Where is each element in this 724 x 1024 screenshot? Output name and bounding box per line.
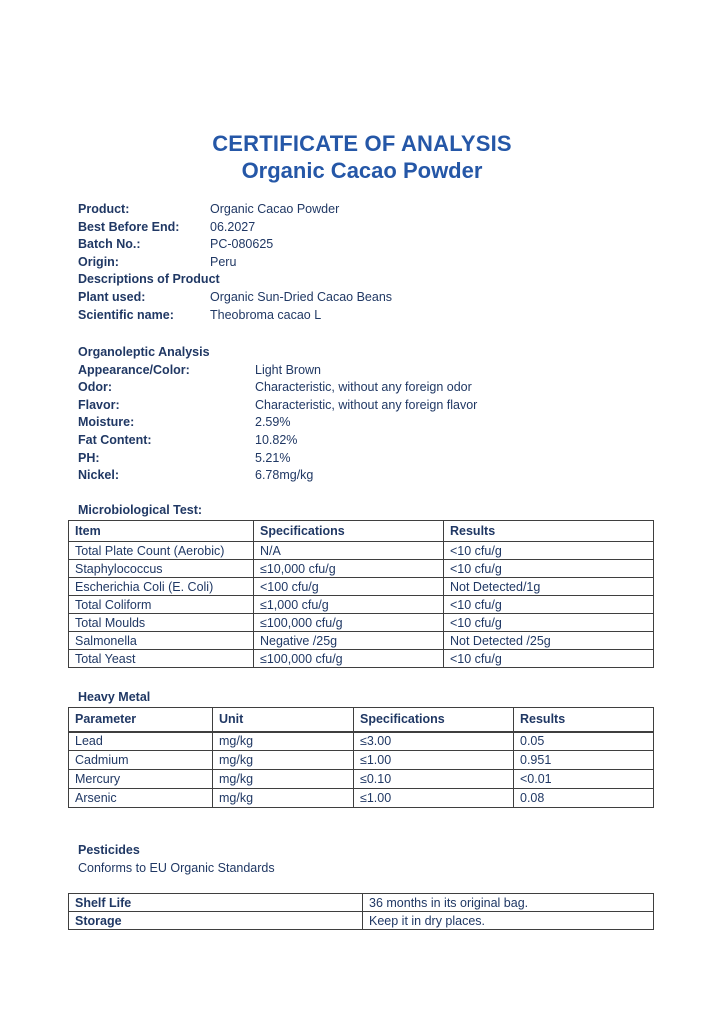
heavy-metal-table: [68, 707, 654, 808]
batch-no-value: PC-080625: [210, 237, 274, 252]
hm-header-results: Results: [514, 708, 654, 732]
micro-header-row: [69, 521, 654, 542]
organoleptic-section: [78, 344, 658, 485]
micro-spec: ≤10,000 cfu/g: [254, 560, 444, 578]
descriptions-row: [78, 271, 658, 289]
micro-result: <10 cfu/g: [444, 560, 654, 578]
product-label: Product:: [78, 202, 130, 216]
table-row: [69, 560, 654, 578]
document-subtitle: Organic Cacao Powder: [241, 158, 483, 183]
ph-label: PH:: [78, 450, 100, 465]
table-row: [69, 732, 654, 751]
hm-spec: ≤1.00: [354, 751, 514, 770]
hm-header-specifications: Specifications: [354, 708, 514, 732]
hm-spec: ≤3.00: [354, 732, 514, 751]
hm-result: 0.08: [514, 789, 654, 808]
micro-result: <10 cfu/g: [444, 542, 654, 560]
heavy-metal-heading-wrap: [78, 689, 658, 707]
appearance-value: Light Brown: [255, 362, 322, 377]
flavor-label: Flavor:: [78, 397, 120, 412]
micro-item: Total Moulds: [69, 614, 254, 632]
moisture-label: Moisture:: [78, 415, 135, 430]
micro-item: Total Coliform: [69, 596, 254, 614]
micro-spec: N/A: [254, 542, 444, 560]
flavor-value: Characteristic, without any foreign flavor: [255, 397, 478, 412]
hm-parameter: Lead: [69, 732, 213, 751]
table-row: [69, 542, 654, 560]
micro-result: <10 cfu/g: [444, 650, 654, 668]
odor-value: Characteristic, without any foreign odor: [255, 380, 472, 395]
hm-header-row: [69, 708, 654, 732]
nickel-value: 6.78mg/kg: [255, 468, 314, 483]
microbiological-table-wrap: [68, 520, 724, 668]
product-value: Organic Cacao Powder: [210, 202, 340, 216]
storage-value: Keep it in dry places.: [363, 912, 654, 930]
micro-spec: Negative /25g: [254, 632, 444, 650]
micro-spec: ≤100,000 cfu/g: [254, 614, 444, 632]
product-info-section: [78, 201, 658, 324]
product-row: [78, 201, 658, 219]
moisture-row: [78, 414, 658, 432]
best-before-row: [78, 219, 658, 237]
appearance-label: Appearance/Color:: [78, 362, 190, 377]
scientific-name-row: [78, 307, 658, 325]
micro-item: Escherichia Coli (E. Coli): [69, 578, 254, 596]
micro-header-results: Results: [444, 521, 654, 542]
ph-row: [78, 450, 658, 468]
descriptions-label: Descriptions of Product: [78, 272, 220, 287]
scientific-name-value: Theobroma cacao L: [210, 307, 322, 322]
storage-table: [68, 893, 654, 930]
hm-result: 0.951: [514, 751, 654, 770]
scientific-name-label: Scientific name:: [78, 307, 174, 322]
storage-row: [69, 912, 654, 930]
hm-parameter: Cadmium: [69, 751, 213, 770]
micro-result: Not Detected/1g: [444, 578, 654, 596]
shelf-life-row: [69, 894, 654, 912]
origin-label: Origin:: [78, 254, 119, 269]
moisture-value: 2.59%: [255, 415, 291, 430]
storage-table-wrap: [68, 893, 724, 930]
plant-used-value: Organic Sun-Dried Cacao Beans: [210, 289, 393, 304]
odor-row: [78, 379, 658, 397]
hm-unit: mg/kg: [213, 789, 354, 808]
table-row: [69, 770, 654, 789]
hm-spec: ≤1.00: [354, 789, 514, 808]
appearance-row: [78, 362, 658, 380]
pesticides-heading: Pesticides: [78, 843, 140, 857]
nickel-label: Nickel:: [78, 468, 119, 483]
hm-result: <0.01: [514, 770, 654, 789]
batch-no-row: [78, 236, 658, 254]
best-before-value: 06.2027: [210, 219, 256, 234]
hm-unit: mg/kg: [213, 770, 354, 789]
hm-result: 0.05: [514, 732, 654, 751]
hm-parameter: Arsenic: [69, 789, 213, 808]
table-row: [69, 789, 654, 808]
hm-unit: mg/kg: [213, 751, 354, 770]
shelf-life-label: Shelf Life: [69, 894, 363, 912]
table-row: [69, 596, 654, 614]
micro-item: Salmonella: [69, 632, 254, 650]
pesticides-section: [78, 842, 658, 877]
organoleptic-heading: Organoleptic Analysis: [78, 345, 210, 359]
micro-item: Total Plate Count (Aerobic): [69, 542, 254, 560]
hm-header-unit: Unit: [213, 708, 354, 732]
microbiological-heading: Microbiological Test:: [78, 503, 203, 517]
hm-unit: mg/kg: [213, 732, 354, 751]
micro-item: Total Yeast: [69, 650, 254, 668]
table-row: [69, 614, 654, 632]
table-row: [69, 632, 654, 650]
odor-label: Odor:: [78, 380, 113, 395]
table-row: [69, 578, 654, 596]
plant-used-label: Plant used:: [78, 289, 146, 304]
heavy-metal-heading: Heavy Metal: [78, 690, 151, 704]
storage-label: Storage: [69, 912, 363, 930]
pesticides-text: Conforms to EU Organic Standards: [78, 860, 275, 875]
micro-item: Staphylococcus: [69, 560, 254, 578]
hm-parameter: Mercury: [69, 770, 213, 789]
micro-header-specifications: Specifications: [254, 521, 444, 542]
microbiological-table: [68, 520, 654, 668]
origin-value: Peru: [210, 254, 237, 269]
plant-used-row: [78, 289, 658, 307]
hm-spec: ≤0.10: [354, 770, 514, 789]
document-title: CERTIFICATE OF ANALYSIS: [212, 131, 512, 156]
hm-header-parameter: Parameter: [69, 708, 213, 732]
batch-no-label: Batch No.:: [78, 237, 141, 252]
micro-result: <10 cfu/g: [444, 614, 654, 632]
micro-result: <10 cfu/g: [444, 596, 654, 614]
origin-row: [78, 254, 658, 272]
microbiological-heading-wrap: [78, 502, 658, 520]
micro-result: Not Detected /25g: [444, 632, 654, 650]
micro-spec: <100 cfu/g: [254, 578, 444, 596]
best-before-label: Best Before End:: [78, 219, 180, 234]
heavy-metal-table-wrap: [68, 707, 724, 808]
micro-spec: ≤100,000 cfu/g: [254, 650, 444, 668]
shelf-life-value: 36 months in its original bag.: [363, 894, 654, 912]
fat-content-label: Fat Content:: [78, 432, 152, 447]
micro-spec: ≤1,000 cfu/g: [254, 596, 444, 614]
nickel-row: [78, 467, 658, 485]
table-row: [69, 751, 654, 770]
table-row: [69, 650, 654, 668]
flavor-row: [78, 397, 658, 415]
fat-content-row: [78, 432, 658, 450]
ph-value: 5.21%: [255, 450, 291, 465]
document-title-block: [0, 130, 724, 184]
micro-header-item: Item: [69, 521, 254, 542]
fat-content-value: 10.82%: [255, 432, 298, 447]
